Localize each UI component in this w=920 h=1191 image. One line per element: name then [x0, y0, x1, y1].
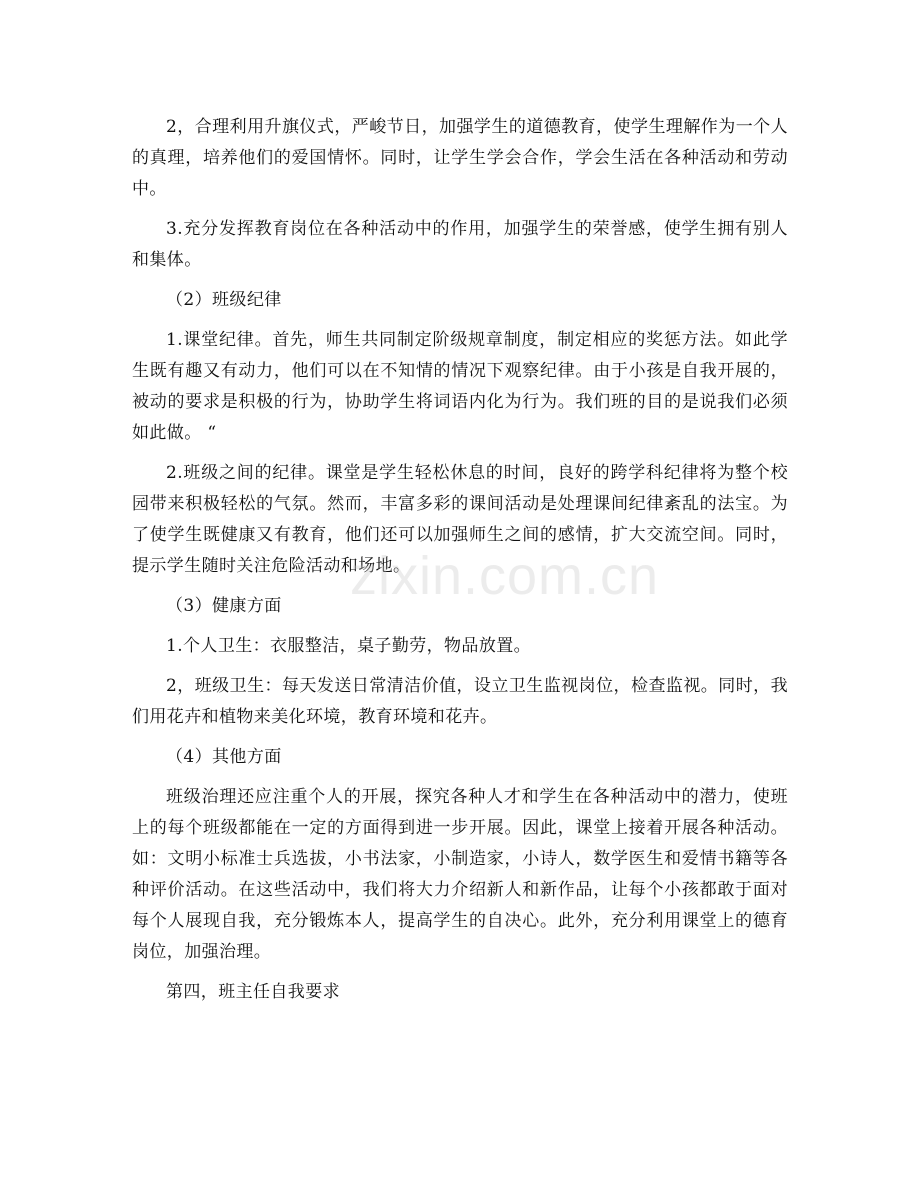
watermark-text: zixin.com.cn — [350, 546, 660, 606]
section-heading-other-aspects: （4）其他方面 — [166, 747, 282, 767]
section-heading-health: （3）健康方面 — [166, 596, 282, 616]
document-body — [132, 112, 788, 1017]
section-heading-teacher-requirements: 第四，班主任自我要求 — [166, 982, 340, 1002]
paragraph-moral-education-3: 3.充分发挥教育岗位在各种活动中的作用，加强学生的荣誉感，使学生拥有别人和集体。 — [132, 219, 788, 270]
paragraph-personal-hygiene: 1.个人卫生：衣服整洁，桌子勤劳，物品放置。 — [166, 636, 532, 656]
paragraph-class-hygiene: 2，班级卫生：每天发送日常清洁价值，设立卫生监视岗位，检查监视。同时，我们用花卉和植物来美化环境，教育环境和花卉。 — [132, 676, 788, 727]
paragraph-moral-education-2: 2，合理利用升旗仪式，严峻节日，加强学生的道德教育，使学生理解作为一个人的真理，培养他们的爱国情怀。同时，让学生学会合作，学会生活在各种活动和劳动中。 — [132, 117, 788, 199]
paragraph-classroom-discipline: 1.课堂纪律。首先，师生共同制定阶级规章制度，制定相应的奖惩方法。如此学生既有趣又有动力，他们可以在不知情的情况下观察纪律。由于小孩是自我开展的，被动的要求是积极的行为，协助学生将词语内化为行为。我们班的目的是说我们必须如此做。 “ — [132, 330, 788, 443]
paragraph-individual-development: 班级治理还应注重个人的开展，探究各种人才和学生在各种活动中的潜力，使班上的每个班级都能在一定的方面得到进一步开展。因此，课堂上接着开展各种活动。如：文明小标准士兵选拔，小书法家，小制造家，小诗人，数学医生和爱情书籍等各种评价活动。在这些活动中，我们将大力介绍新人和新作品，让每个小孩都敢于面对每个人展现自我，充分锻炼本人，提高学生的自决心。此外，充分利用课堂上的德育岗位，加强治理。 — [132, 787, 788, 962]
paragraph-break-discipline: 2.班级之间的纪律。课堂是学生轻松休息的时间，良好的跨学科纪律将为整个校园带来积极轻松的气氛。然而，丰富多彩的课间活动是处理课间纪律紊乱的法宝。为了使学生既健康又有教育，他们还可以加强师生之间的感情，扩大交流空间。同时，提示学生随时关注危险活动和场地。 — [132, 463, 788, 576]
section-heading-class-discipline: （2）班级纪律 — [166, 290, 282, 310]
